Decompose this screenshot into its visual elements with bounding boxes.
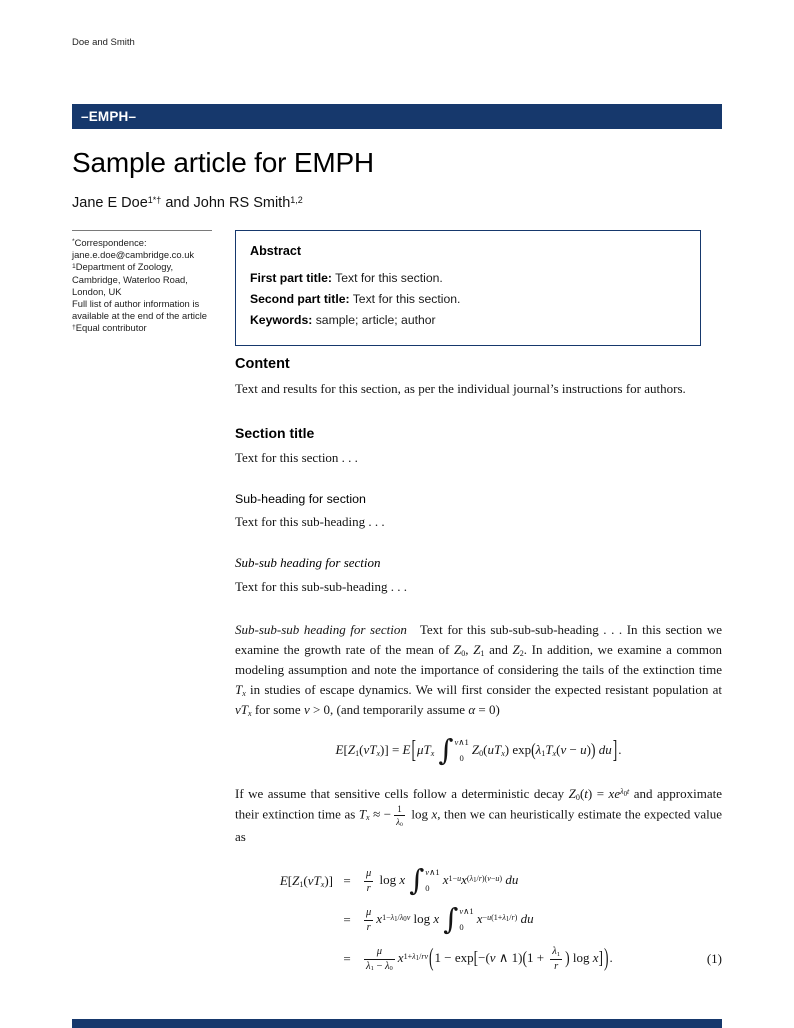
equation-relation: = — [343, 951, 351, 967]
equation-relation: = — [343, 873, 351, 889]
subsubsection-heading: Sub-sub heading for section — [235, 555, 381, 570]
abstract-box — [235, 230, 701, 346]
subsubsub-heading: Sub-sub-sub heading for section — [235, 622, 407, 637]
article-title: Sample article for EMPH — [72, 147, 374, 178]
subsection-heading: Sub-heading for section — [235, 492, 366, 506]
affiliation-line: Cambridge, Waterloo Road, — [72, 273, 188, 285]
paragraph: Text for this sub-heading . . . — [235, 514, 385, 529]
section-heading-content: Content — [235, 356, 290, 372]
equation-number: (1) — [706, 951, 722, 967]
affiliation-line: $^1$Department of Zoology, — [72, 261, 174, 273]
journal-banner — [72, 104, 722, 129]
abstract-heading: Abstract — [250, 244, 302, 258]
abstract-item — [250, 268, 686, 289]
abstract-item-text: Text for this section. — [331, 271, 443, 285]
equation-row — [255, 901, 722, 940]
affiliation-line: London, UK — [72, 285, 122, 297]
authors-line: Jane E Doe$^{1*\dagger}$ and John RS Smith$^{1,2}$ — [72, 194, 303, 211]
equation-row — [255, 862, 722, 901]
running-head: Doe and Smith — [72, 37, 135, 48]
paragraph: Text for this section . . . — [235, 450, 358, 465]
equation-rhs: $\frac{\mu}{r}$ $x^{1-\lambda_1/\lambda_0v}$ log x ∫ v∧1 0 $x^{-u(1+\lambda_1/r)}$ du — [366, 902, 534, 937]
paragraph-with-runin-heading — [235, 620, 722, 720]
display-equation: $E[Z_1(vT_x)] = E[\mu T_x$ ∫ v∧1 0 $Z_0(uT_x) \exp(\lambda_1T_x(v - u))$ du]. — [335, 733, 622, 767]
correspondence-note — [72, 230, 212, 335]
paragraph: Text and results for this section, as per the individual journal’s instructions for authors. — [235, 381, 686, 396]
abstract-keywords-label: Keywords: — [250, 313, 313, 327]
aligned-equations — [235, 862, 722, 979]
footer-bar — [72, 1019, 722, 1028]
paragraph-text: Text for this sub-sub-sub-heading . . . In this section we examine the growth rate of the mean of $Z_0$, $Z_1$ and $Z_2$. In addition, we examine a common modeling assumption and note the importance of considering the tails of the extinction time $T_x$ in studies of escape dynamics. We will first consider the expected resistant population at $vT_x$ for some v > 0, (and temporarily assume α = 0) — [235, 622, 723, 718]
correspondence-email[interactable]: jane.e.doe@cambridge.co.uk — [72, 249, 195, 261]
abstract-item-label: Second part title: — [250, 292, 350, 306]
section-heading: Section title — [235, 425, 315, 441]
paragraph: Text for this sub-sub-heading . . . — [235, 579, 408, 594]
journal-banner-label: –EMPH– — [81, 109, 137, 124]
abstract-keywords — [250, 310, 686, 331]
equation-rhs: $\frac{\mu}{\lambda_1 - \lambda_0}$ $x^{1+\lambda_1/rv}(1 - \exp[-(v$ ∧ 1)(1 + $\frac{\lambda_1}{r}$ ) log x]). — [366, 943, 613, 973]
author-info-note: available at the end of the article — [72, 310, 207, 322]
article-body — [235, 356, 722, 979]
paragraph: If we assume that sensitive cells follow a deterministic decay $Z_0(t) = xe^{\lambda_0t}$ and approximate their extinction time as $T_x$ ≈ − $\frac{1}{\lambda_0}$ log x, then we can heuristically estimate the expected value as — [235, 785, 722, 844]
equation-row — [255, 940, 722, 979]
abstract-keywords-text: sample; article; author — [312, 313, 436, 327]
equation-lhs: $E[Z_1(vT_x)]$ — [279, 873, 333, 890]
abstract-item-label: First part title: — [250, 271, 332, 285]
abstract-item — [250, 289, 686, 310]
abstract-item-text: Text for this section. — [349, 292, 461, 306]
author-info-note: Full list of author information is — [72, 298, 200, 310]
equal-contributor-note: †Equal contributor — [72, 322, 147, 334]
correspondence-line: *Correspondence: — [72, 237, 147, 248]
equation-relation: = — [343, 912, 351, 928]
equation-rhs: $\frac{\mu}{r}$ log x ∫ v∧1 0 $x^{1-u}x^{(\lambda_1/r)(v-u)}$ du — [366, 863, 519, 898]
